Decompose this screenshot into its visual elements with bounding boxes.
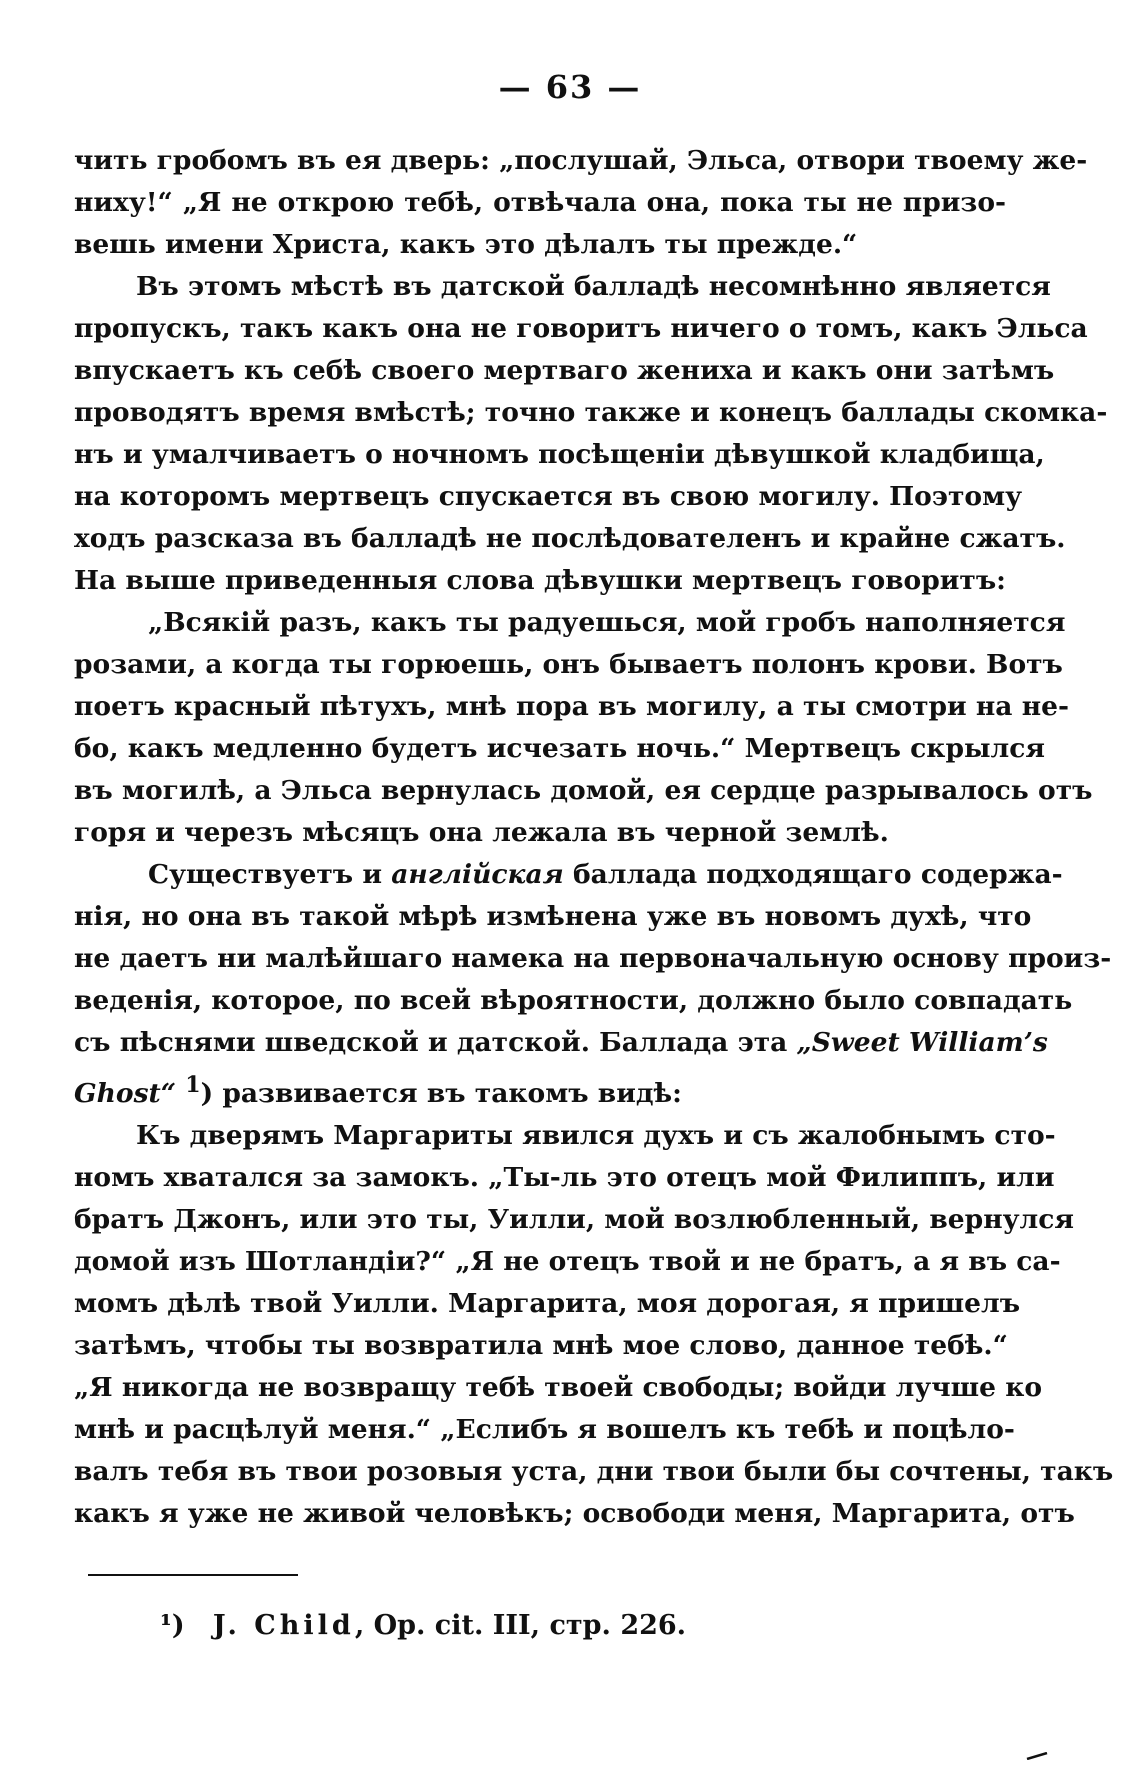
text-line: какъ я уже не живой человѣкъ; освободи меня, Маргарита, отъ <box>74 1497 1075 1529</box>
text-line: нъ и умалчиваетъ о ночномъ посѣщеніи дѣвушкой кладбища, <box>74 439 1045 470</box>
text-line: проводятъ время вмѣстѣ; точно также и конецъ баллады скомка- <box>74 397 1108 428</box>
text-line: ниху!“ „Я не открою тебѣ, отвѣчала она, пока ты не призо- <box>74 187 1006 218</box>
text-line: ходъ разсказа въ балладѣ не послѣдователенъ и крайне сжатъ. <box>74 523 1066 554</box>
text-line <box>74 1064 1006 1115</box>
ink-mark <box>1026 1752 1048 1760</box>
text-line: горя и черезъ мѣсяцъ она лежала въ черной землѣ. <box>74 817 889 848</box>
text-line: домой изъ Шотландіи?“ „Я не отецъ твой и не братъ, а я въ са- <box>74 1245 1061 1277</box>
text-line: на которомъ мертвецъ спускается въ свою могилу. Поэтому <box>74 481 1023 512</box>
text-line <box>74 854 1063 896</box>
text-line: въ могилѣ, а Эльса вернулась домой, ея сердце разрывалось отъ <box>74 775 1093 806</box>
body-text <box>74 140 1114 1535</box>
footnote-divider <box>88 1574 298 1576</box>
text-line: „Всякій разъ, какъ ты радуешься, мой гробъ наполняется <box>148 607 1066 638</box>
text-line: мнѣ и расцѣлуй меня.“ „Еслибъ я вошелъ къ тебѣ и поцѣло- <box>74 1413 1015 1445</box>
ballad-title: Ghost“ <box>74 1077 176 1109</box>
page-number: — 63 — <box>498 68 642 106</box>
text-line: нія, но она въ такой мѣрѣ измѣнена уже въ новомъ духѣ, что <box>74 901 1032 932</box>
footnote-citation: , Op. cit. III, стр. 226. <box>354 1610 687 1641</box>
italic-emphasis: англійская <box>391 859 564 890</box>
text-line: бо, какъ медленно будетъ исчезать ночь.“ Мертвецъ скрылся <box>74 733 1045 764</box>
text-line: вешь имени Христа, какъ это дѣлалъ ты прежде.“ <box>74 229 858 260</box>
text-line: Къ дверямъ Маргариты явился духъ и съ жалобнымъ сто- <box>136 1119 1056 1151</box>
text-line: момъ дѣлѣ твой Уилли. Маргарита, моя дорогая, я пришелъ <box>74 1287 1021 1319</box>
text-line: номъ хватался за замокъ. „Ты-ль это отецъ мой Филиппъ, или <box>74 1161 1055 1193</box>
text-segment: ) развивается въ такомъ видѣ: <box>200 1077 682 1109</box>
text-segment: Существуетъ и <box>148 859 383 890</box>
footnote-ref: 1 <box>185 1072 201 1098</box>
text-line: впускаетъ къ себѣ своего мертваго жениха и какъ они затѣмъ <box>74 355 1055 386</box>
text-line: розами, а когда ты горюешь, онъ бываетъ полонъ крови. Вотъ <box>74 649 1063 680</box>
text-segment: баллада подходящаго содержа- <box>572 859 1063 890</box>
text-line: чить гробомъ въ ея дверь: „послушай, Эльса, отвори твоему же- <box>74 145 1088 176</box>
text-line: На выше приведенныя слова дѣвушки мертвецъ говоритъ: <box>74 565 1006 596</box>
text-line <box>74 1022 1048 1064</box>
text-line: братъ Джонъ, или это ты, Уилли, мой возлюбленный, вернулся <box>74 1203 1074 1235</box>
text-line: поетъ красный пѣтухъ, мнѣ пора въ могилу, а ты смотри на не- <box>74 691 1069 722</box>
text-line: „Я никогда не возвращу тебѣ твоей свободы; войди лучше ко <box>74 1371 1043 1403</box>
footnote-mark: ¹) <box>160 1610 185 1641</box>
text-line: веденія, которое, по всей вѣроятности, должно было совпадать <box>74 985 1073 1016</box>
text-line: валъ тебя въ твои розовыя уста, дни твои были бы сочтены, такъ <box>74 1455 1114 1487</box>
footnote <box>160 1610 686 1641</box>
text-line: не даетъ ни малѣйшаго намека на первоначальную основу произ- <box>74 943 1112 974</box>
text-line: Въ этомъ мѣстѣ въ датской балладѣ несомнѣнно является <box>136 271 1051 302</box>
text-line: затѣмъ, чтобы ты возвратила мнѣ мое слово, данное тебѣ.“ <box>74 1329 1008 1361</box>
text-line: пропускъ, такъ какъ она не говоритъ ничего о томъ, какъ Эльса <box>74 313 1088 344</box>
footnote-author: J. Child <box>212 1610 355 1641</box>
ballad-title: „Sweet William’s <box>796 1027 1048 1058</box>
text-segment: съ пѣснями шведской и датской. Баллада эта <box>74 1027 788 1058</box>
